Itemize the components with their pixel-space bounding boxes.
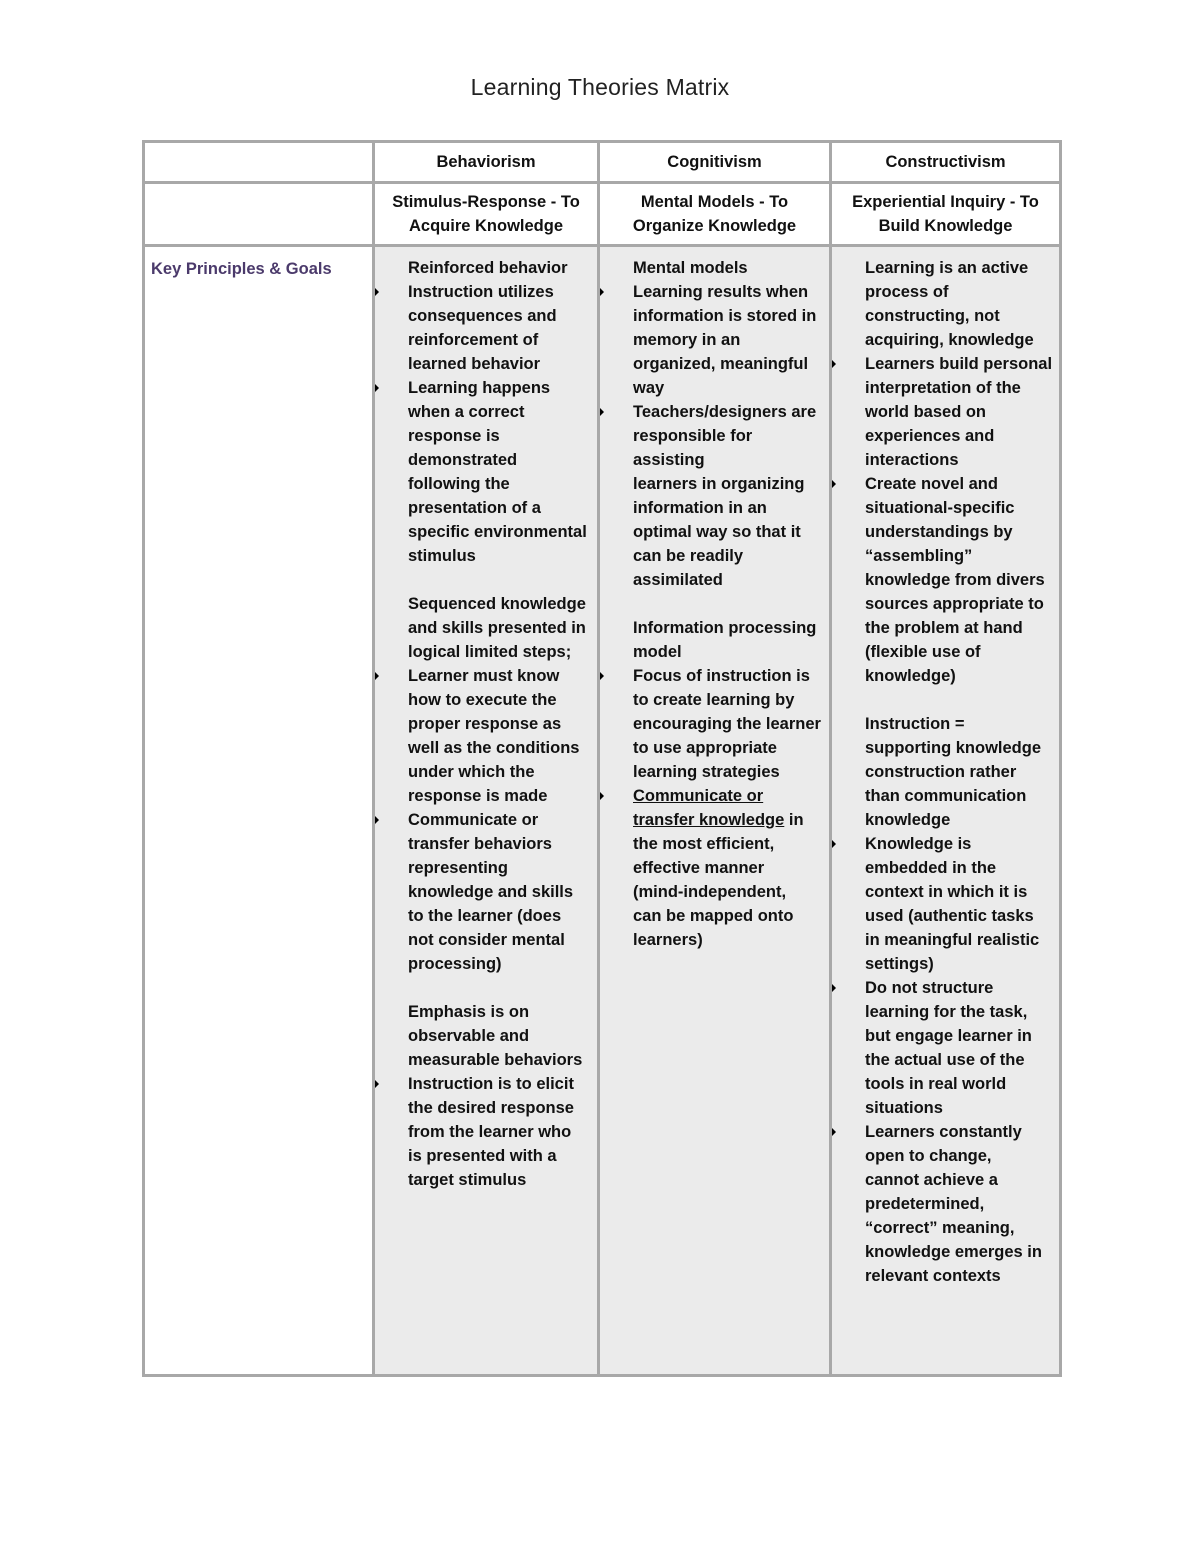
text-line [865, 1024, 1055, 1048]
text-line [408, 784, 593, 808]
line-text: knowledge emerges in [865, 1243, 1042, 1261]
bullet-line [865, 976, 1055, 1000]
line-text: can be readily [633, 547, 744, 565]
text-line [865, 1000, 1055, 1024]
line-text: under which the [408, 763, 535, 781]
subtitle-line: Build Knowledge [878, 217, 1013, 235]
line-text: to use appropriate [633, 739, 777, 757]
line-text: supporting knowledge [865, 739, 1041, 757]
line-text: memory in an [633, 331, 741, 349]
text-line [408, 496, 593, 520]
line-text: is presented with a [408, 1147, 557, 1165]
header-row [144, 142, 1061, 183]
line-text: in meaningful realistic [865, 931, 1040, 949]
line-text: well as the conditions [408, 739, 580, 757]
text-line [633, 928, 825, 952]
line-text: learners) [633, 931, 703, 949]
cognitivism-principles-cell [599, 246, 831, 1376]
paragraph-gap [633, 592, 825, 616]
text-line [408, 760, 593, 784]
text-line [408, 448, 593, 472]
paragraph-gap [408, 568, 593, 592]
line-text: Learners build personal [865, 355, 1053, 373]
text-line [865, 640, 1055, 664]
line-text: “correct” meaning, [865, 1219, 1015, 1237]
line-text: processing) [408, 955, 502, 973]
text-line [865, 376, 1055, 400]
line-text: Teachers/designers are [633, 403, 817, 421]
line-text: stimulus [408, 547, 476, 565]
text-line [865, 928, 1055, 952]
line-text: world based on [865, 403, 987, 421]
paragraph-gap [865, 688, 1055, 712]
line-text: way [633, 379, 665, 397]
line-text: interpretation of the [865, 379, 1021, 397]
line-text: the problem at hand [865, 619, 1023, 637]
bullet-line [633, 280, 825, 304]
line-text: target stimulus [408, 1171, 527, 1189]
text-line [408, 928, 593, 952]
text-line [408, 880, 593, 904]
text-line [865, 424, 1055, 448]
text-line [865, 1216, 1055, 1240]
text-line [865, 880, 1055, 904]
line-text: logical limited steps; [408, 643, 572, 661]
line-text: following the [408, 475, 510, 493]
line-text: Do not structure [865, 979, 994, 997]
line-text: assimilated [633, 571, 723, 589]
line-text: Focus of instruction is [633, 667, 810, 685]
text-line [408, 1168, 593, 1192]
text-line [408, 952, 593, 976]
text-line [865, 1240, 1055, 1264]
text-line [633, 880, 825, 904]
bullet-line [633, 400, 825, 424]
line-text: Instruction is to elicit [408, 1075, 574, 1093]
text-line [865, 664, 1055, 688]
line-text: open to change, [865, 1147, 992, 1165]
text-line [408, 520, 593, 544]
text-line [865, 400, 1055, 424]
text-line [408, 688, 593, 712]
line-text: process of [865, 283, 949, 301]
text-line [633, 304, 825, 328]
subtitle-line: Mental Models - To [640, 193, 789, 211]
line-text: Instruction utilizes [408, 283, 554, 301]
line-text: not consider mental [408, 931, 565, 949]
row-label-key-principles: Key Principles & Goals [144, 246, 374, 1376]
text-line [633, 688, 825, 712]
line-text: interactions [865, 451, 959, 469]
line-text: information is stored in [633, 307, 817, 325]
line-text: context in which it is [865, 883, 1028, 901]
text-line [633, 544, 825, 568]
line-text: the desired response [408, 1099, 574, 1117]
line-text: Communicate or [408, 811, 539, 829]
line-text: Learning is an active [865, 259, 1029, 277]
cell-content [375, 247, 597, 1192]
bullet-line [865, 1120, 1055, 1144]
subtitle-line: Stimulus-Response - To [392, 193, 580, 211]
line-text: to create learning by [633, 691, 795, 709]
line-text: Learning happens [408, 379, 551, 397]
line-text: (flexible use of [865, 643, 981, 661]
text-line [865, 448, 1055, 472]
text-line [865, 808, 1055, 832]
line-text: how to execute the [408, 691, 557, 709]
text-line [865, 1048, 1055, 1072]
text-line [408, 904, 593, 928]
line-text: Instruction = [865, 715, 965, 733]
bullet-line [865, 472, 1055, 496]
line-text: transfer behaviors [408, 835, 552, 853]
line-text: optimal way so that it [633, 523, 801, 541]
text-line [865, 304, 1055, 328]
text-line [865, 1264, 1055, 1288]
text-line [865, 544, 1055, 568]
line-text: learning strategies [633, 763, 780, 781]
column-header-cognitivism: Cognitivism [599, 142, 831, 183]
line-text: learned behavior [408, 355, 541, 373]
text-line [408, 1144, 593, 1168]
text-line [865, 568, 1055, 592]
subtitle-row [144, 183, 1061, 246]
line-text: knowledge and skills [408, 883, 574, 901]
text-line [633, 736, 825, 760]
line-text: sources appropriate to [865, 595, 1044, 613]
line-text: embedded in the [865, 859, 997, 877]
line-text: consequences and [408, 307, 557, 325]
text-line [865, 1072, 1055, 1096]
cell-content [600, 247, 829, 952]
bullet-line [408, 376, 593, 400]
line-text: proper response as [408, 715, 562, 733]
bullet-line [408, 664, 593, 688]
line-text: than communication [865, 787, 1027, 805]
line-text: model [633, 643, 682, 661]
text-line [408, 592, 593, 616]
line-text: can be mapped onto [633, 907, 794, 925]
learning-theories-matrix [142, 140, 1062, 1377]
text-line [408, 712, 593, 736]
text-line [865, 904, 1055, 928]
paragraph-gap [408, 976, 593, 1000]
line-text: response is made [408, 787, 548, 805]
text-line [865, 1096, 1055, 1120]
line-text: reinforcement of [408, 331, 539, 349]
text-line [408, 304, 593, 328]
line-text: cannot achieve a [865, 1171, 998, 1189]
line-text: Sequenced knowledge [408, 595, 586, 613]
line-text: Emphasis is on [408, 1003, 530, 1021]
column-header-behaviorism: Behaviorism [374, 142, 599, 183]
text-line [633, 640, 825, 664]
text-line [408, 256, 593, 280]
line-text: predetermined, [865, 1195, 985, 1213]
bullet-line [408, 808, 593, 832]
line-text: acquiring, knowledge [865, 331, 1034, 349]
text-line [408, 1120, 593, 1144]
line-text: specific environmental [408, 523, 587, 541]
line-text: Information processing [633, 619, 817, 637]
text-line [865, 856, 1055, 880]
line-text: encouraging the learner [633, 715, 821, 733]
line-text: from the learner who [408, 1123, 572, 1141]
text-line [408, 328, 593, 352]
bullet-line [633, 664, 825, 688]
text-line [865, 712, 1055, 736]
line-text: knowledge from divers [865, 571, 1045, 589]
line-text: (mind-independent, [633, 883, 787, 901]
line-text: to the learner (does [408, 907, 562, 925]
text-line [865, 1168, 1055, 1192]
text-line [633, 520, 825, 544]
text-line [633, 376, 825, 400]
text-line [633, 496, 825, 520]
line-text: learning for the task, [865, 1003, 1028, 1021]
subtitle-cognitivism [599, 183, 831, 246]
text-line [408, 640, 593, 664]
text-line [865, 328, 1055, 352]
line-text: Learners constantly [865, 1123, 1022, 1141]
text-line [865, 520, 1055, 544]
text-line [408, 1024, 593, 1048]
bullet-line [865, 832, 1055, 856]
line-text: used (authentic tasks [865, 907, 1034, 925]
line-text: Create novel and [865, 475, 998, 493]
line-text: the actual use of the [865, 1051, 1025, 1069]
line-text: observable and [408, 1027, 530, 1045]
line-text: settings) [865, 955, 934, 973]
text-line [408, 544, 593, 568]
text-line [865, 736, 1055, 760]
text-line [633, 760, 825, 784]
text-line [633, 328, 825, 352]
text-line [408, 832, 593, 856]
line-text: construction rather [865, 763, 1017, 781]
line-text: Reinforced behavior [408, 259, 568, 277]
cell-content [832, 247, 1059, 1288]
line-text: presentation of a [408, 499, 541, 517]
text-line [865, 496, 1055, 520]
subtitle-line: Acquire Knowledge [408, 217, 564, 235]
text-line [865, 952, 1055, 976]
line-text: situations [865, 1099, 943, 1117]
text-line [865, 1144, 1055, 1168]
line-text: information in an [633, 499, 767, 517]
text-line [408, 856, 593, 880]
line-text: Communicate or [633, 787, 764, 805]
text-line [633, 856, 825, 880]
constructivism-principles-cell [831, 246, 1061, 1376]
line-suffix: in [784, 811, 804, 829]
text-line [633, 712, 825, 736]
line-text: understandings by [865, 523, 1013, 541]
text-line [865, 1192, 1055, 1216]
text-line [633, 832, 825, 856]
text-line [865, 760, 1055, 784]
line-text: relevant contexts [865, 1267, 1001, 1285]
subtitle-line: Organize Knowledge [632, 217, 797, 235]
text-line [865, 280, 1055, 304]
line-text: knowledge) [865, 667, 956, 685]
line-text: Learning results when [633, 283, 809, 301]
text-line [633, 808, 825, 832]
bullet-line [408, 1072, 593, 1096]
behaviorism-principles-cell [374, 246, 599, 1376]
text-line [408, 1000, 593, 1024]
text-line [865, 784, 1055, 808]
text-line [865, 592, 1055, 616]
text-line [408, 400, 593, 424]
line-text: Learner must know [408, 667, 560, 685]
text-line [633, 352, 825, 376]
text-line [633, 616, 825, 640]
text-line [408, 1096, 593, 1120]
line-text: but engage learner in [865, 1027, 1032, 1045]
line-text: responsible for assisting [633, 427, 753, 469]
key-principles-row [144, 246, 1061, 1376]
line-text: constructing, not [865, 307, 1000, 325]
text-line [408, 472, 593, 496]
text-line [408, 1048, 593, 1072]
line-text: Knowledge is [865, 835, 972, 853]
bullet-line [633, 784, 825, 808]
text-line [865, 616, 1055, 640]
text-line [633, 472, 825, 496]
text-line [408, 736, 593, 760]
line-text: “assembling” [865, 547, 973, 565]
line-text: situational-specific [865, 499, 1015, 517]
subtitle-constructivism [831, 183, 1061, 246]
line-text: measurable behaviors [408, 1051, 583, 1069]
text-line [408, 352, 593, 376]
column-header-constructivism: Constructivism [831, 142, 1061, 183]
line-text: tools in real world [865, 1075, 1007, 1093]
text-line [633, 256, 825, 280]
line-text: knowledge [865, 811, 951, 829]
line-text: the most efficient, [633, 835, 775, 853]
line-text: Mental models [633, 259, 748, 277]
subtitle-line: Experiential Inquiry - To [852, 193, 1039, 211]
line-text: when a correct [408, 403, 525, 421]
document-title: Learning Theories Matrix [470, 74, 730, 100]
line-text: demonstrated [408, 451, 518, 469]
text-line [633, 424, 825, 472]
text-line [408, 424, 593, 448]
line-text: and skills presented in [408, 619, 586, 637]
text-line [865, 256, 1055, 280]
bullet-line [865, 352, 1055, 376]
empty-corner-cell [144, 142, 374, 183]
text-line [408, 616, 593, 640]
line-text: effective manner [633, 859, 765, 877]
line-text: organized, meaningful [633, 355, 809, 373]
line-text: experiences and [865, 427, 995, 445]
empty-subtitle-cell [144, 183, 374, 246]
line-text: learners in organizing [633, 475, 805, 493]
bullet-line [408, 280, 593, 304]
text-line [633, 568, 825, 592]
text-line [633, 904, 825, 928]
line-text: response is [408, 427, 500, 445]
subtitle-behaviorism [374, 183, 599, 246]
line-text: representing [408, 859, 508, 877]
line-text: transfer knowledge [633, 811, 785, 829]
